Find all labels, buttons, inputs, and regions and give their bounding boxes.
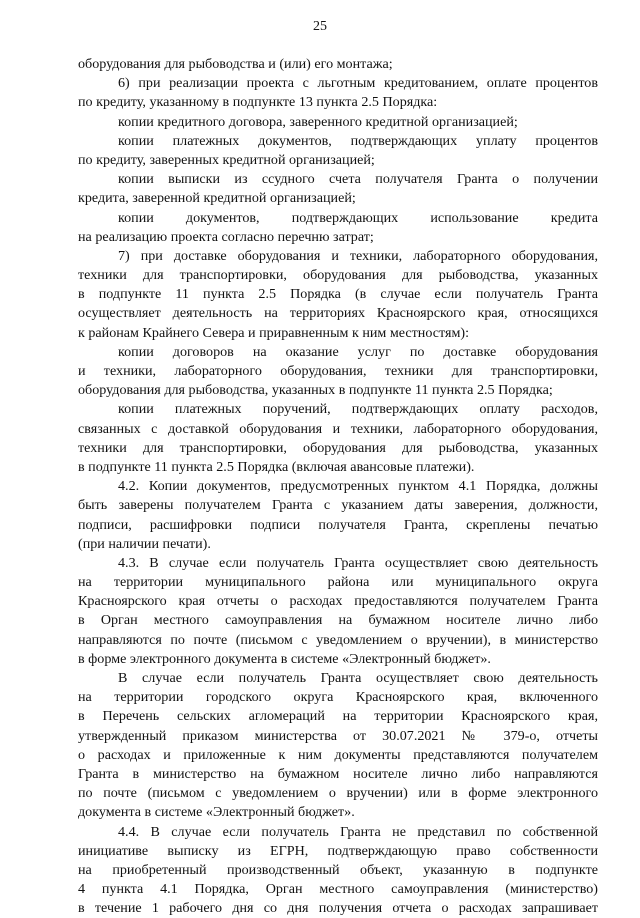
text-line: копии платежных поручений, подтверждающих оплату расходов,: [118, 401, 598, 418]
text-line: на территории муниципального района или муниципального округа: [78, 574, 598, 591]
document-body: [78, 55, 598, 918]
text-line: копии платежных документов, подтверждающих уплату процентов: [118, 132, 598, 149]
text-line: на территории городского округа Красноярского края, включенного: [78, 689, 598, 706]
text-line: 4.2. Копии документов, предусмотренных пунктом 4.1 Порядка, должны: [118, 478, 598, 495]
text-line: Красноярского края отчеты о расходах предоставляются получателем Гранта: [78, 593, 598, 610]
text-line: Гранта в министерство на бумажном носителе лично либо направляются: [78, 765, 598, 782]
text-line: в Орган местного самоуправления на бумажном носителе лично либо: [78, 612, 598, 629]
text-line: по почте (письмом с уведомлением о вручении) или в форме электронного: [78, 785, 598, 802]
text-line: 4 пункта 4.1 Порядка, Орган местного самоуправления (министерство): [78, 881, 598, 898]
text-line: инициативе выписку из ЕГРН, подтверждающую право собственности: [78, 842, 598, 859]
text-line: в подпункте 11 пункта 2.5 Порядка (включая авансовые платежи).: [78, 458, 475, 475]
text-line: 7) при доставке оборудования и техники, лабораторного оборудования,: [118, 247, 598, 264]
text-line: копии кредитного договора, заверенного кредитной организацией;: [118, 113, 518, 130]
text-line: по кредиту, указанному в подпункте 13 пункта 2.5 Порядка:: [78, 94, 438, 111]
text-line: в Перечень сельских агломераций на территории Красноярского края,: [78, 708, 598, 725]
text-line: на приобретенный производственный объект, указанную в подпункте: [78, 861, 598, 878]
page-number: 25: [313, 19, 327, 34]
text-line: копии документов, подтверждающих использование кредита: [118, 209, 598, 226]
text-line: 4.3. В случае если получатель Гранта осуществляет свою деятельность: [118, 554, 598, 571]
text-line: оборудования для рыбоводства, указанных в подпункте 11 пункта 2.5 Порядка;: [78, 382, 553, 399]
text-line: подписи, расшифровки подписи получателя Гранта, скреплены печатью: [78, 516, 598, 533]
text-line: и техники, лабораторного оборудования, техники для транспортировки,: [78, 363, 598, 379]
text-line: направляются по почте (письмом с уведомлением о вручении), в министерство: [78, 631, 598, 648]
text-line: связанных с доставкой оборудования и техники, лабораторного оборудования,: [78, 420, 598, 437]
text-line: кредита, заверенной кредитной организацией;: [78, 190, 356, 207]
text-line: осуществляет деятельность на территориях Красноярского края, относящихся: [78, 305, 598, 322]
text-line: (при наличии печати).: [78, 535, 211, 552]
text-line: оборудования для рыбоводства и (или) его монтажа;: [78, 56, 393, 72]
text-line: о расходах и приложенные к ним документы представляются получателем: [78, 746, 598, 763]
text-line: быть заверены получателем Гранта с указанием даты заверения, должности,: [78, 497, 598, 514]
text-line: на реализацию проекта согласно перечню затрат;: [78, 228, 374, 245]
text-line: к районам Крайнего Севера и приравненным к ним местностям):: [78, 324, 469, 341]
text-line: в течение 1 рабочего дня со дня получения отчета о расходах запрашивает: [78, 900, 598, 917]
text-line: в подпункте 11 пункта 2.5 Порядка (в случае если получатель Гранта: [78, 286, 598, 303]
text-line: В случае если получатель Гранта осуществляет свою деятельность: [118, 670, 598, 686]
text-line: утвержденный приказом министерства от 30.07.2021 № 379-о, отчеты: [78, 727, 598, 744]
text-line: копии договоров на оказание услуг по доставке оборудования: [118, 343, 598, 360]
text-line: в форме электронного документа в системе «Электронный бюджет».: [78, 650, 491, 667]
text-line: техники для транспортировки, оборудования для рыбоводства, указанных: [78, 439, 598, 456]
text-line: по кредиту, заверенных кредитной организацией;: [78, 151, 375, 168]
text-line: техники для транспортировки, оборудования для рыбоводства, указанных: [78, 267, 598, 284]
text-line: 4.4. В случае если получатель Гранта не представил по собственной: [118, 823, 598, 840]
text-line: 6) при реализации проекта с льготным кредитованием, оплате процентов: [118, 75, 598, 92]
text-line: копии выписки из ссудного счета получателя Гранта о получении: [118, 171, 598, 188]
text-line: документа в системе «Электронный бюджет».: [78, 804, 355, 821]
